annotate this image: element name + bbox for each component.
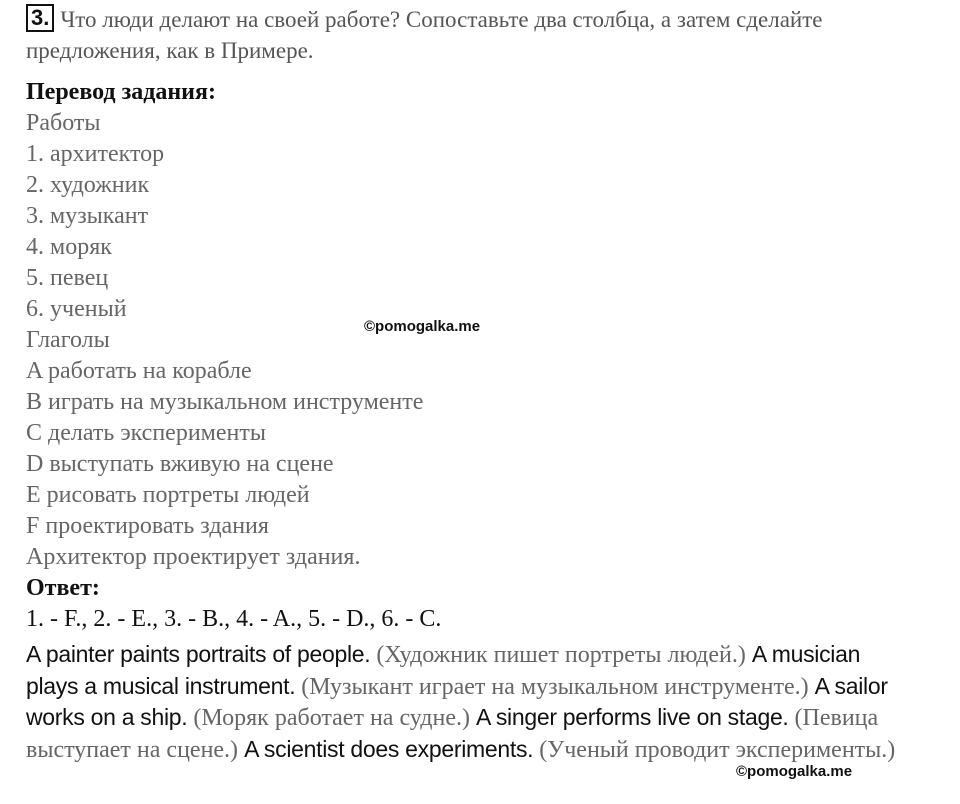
- job-item: 5. певец: [26, 265, 109, 291]
- sentence-ru: (Моряк работает на судне.): [193, 705, 470, 731]
- job-item: 6. ученый: [26, 296, 127, 322]
- task-text: Что люди делают на своей работе? Сопоставьте два столбца, а затем сделайте предложения, как в Примере.: [26, 7, 823, 63]
- verb-item: E рисовать портреты людей: [26, 482, 310, 508]
- watermark: ©pomogalka.me: [736, 763, 853, 780]
- translation-section: [26, 77, 946, 635]
- sentence-en: A painter paints portraits of people.: [26, 641, 371, 667]
- task-prompt: [26, 4, 926, 66]
- watermark: ©pomogalka.me: [364, 318, 481, 335]
- verb-item: A работать на корабле: [26, 358, 252, 384]
- verbs-heading: Глаголы: [26, 327, 110, 353]
- verb-item: D выступать вживую на сцене: [26, 451, 334, 477]
- answer-sentences: [26, 639, 906, 765]
- answer-matches: 1. - F., 2. - E., 3. - B., 4. - A., 5. - D., 6. - C.: [26, 606, 442, 632]
- jobs-heading: Работы: [26, 110, 101, 136]
- task-number: 3.: [26, 4, 54, 32]
- translation-heading: Перевод задания:: [26, 79, 216, 105]
- job-item: 4. моряк: [26, 234, 112, 260]
- sentence-en: A musician plays a musical instrument.: [26, 641, 861, 699]
- sentence-en: A scientist does experiments.: [244, 735, 534, 762]
- job-item: 1. архитектор: [26, 141, 165, 167]
- verb-item: C делать эксперименты: [26, 420, 266, 446]
- verb-item: F проектировать здания: [26, 513, 269, 539]
- job-item: 3. музыкант: [26, 203, 149, 229]
- verb-item: B играть на музыкальном инструменте: [26, 389, 424, 415]
- sentence-ru: (Музыкант играет на музыкальном инструменте.): [301, 673, 809, 700]
- sentence-en: A singer performs live on stage.: [475, 704, 789, 730]
- sentence-ru: (Художник пишет портреты людей.): [376, 642, 746, 668]
- example-sentence: Архитектор проектирует здания.: [26, 544, 361, 570]
- sentence-ru: (Ученый проводит эксперименты.): [539, 736, 896, 763]
- job-item: 2. художник: [26, 172, 150, 198]
- sentence-ru: (Певица выступает на сцене.): [26, 705, 879, 763]
- sentence-en: A sailor works on a ship.: [26, 672, 888, 730]
- answer-heading: Ответ:: [26, 575, 100, 601]
